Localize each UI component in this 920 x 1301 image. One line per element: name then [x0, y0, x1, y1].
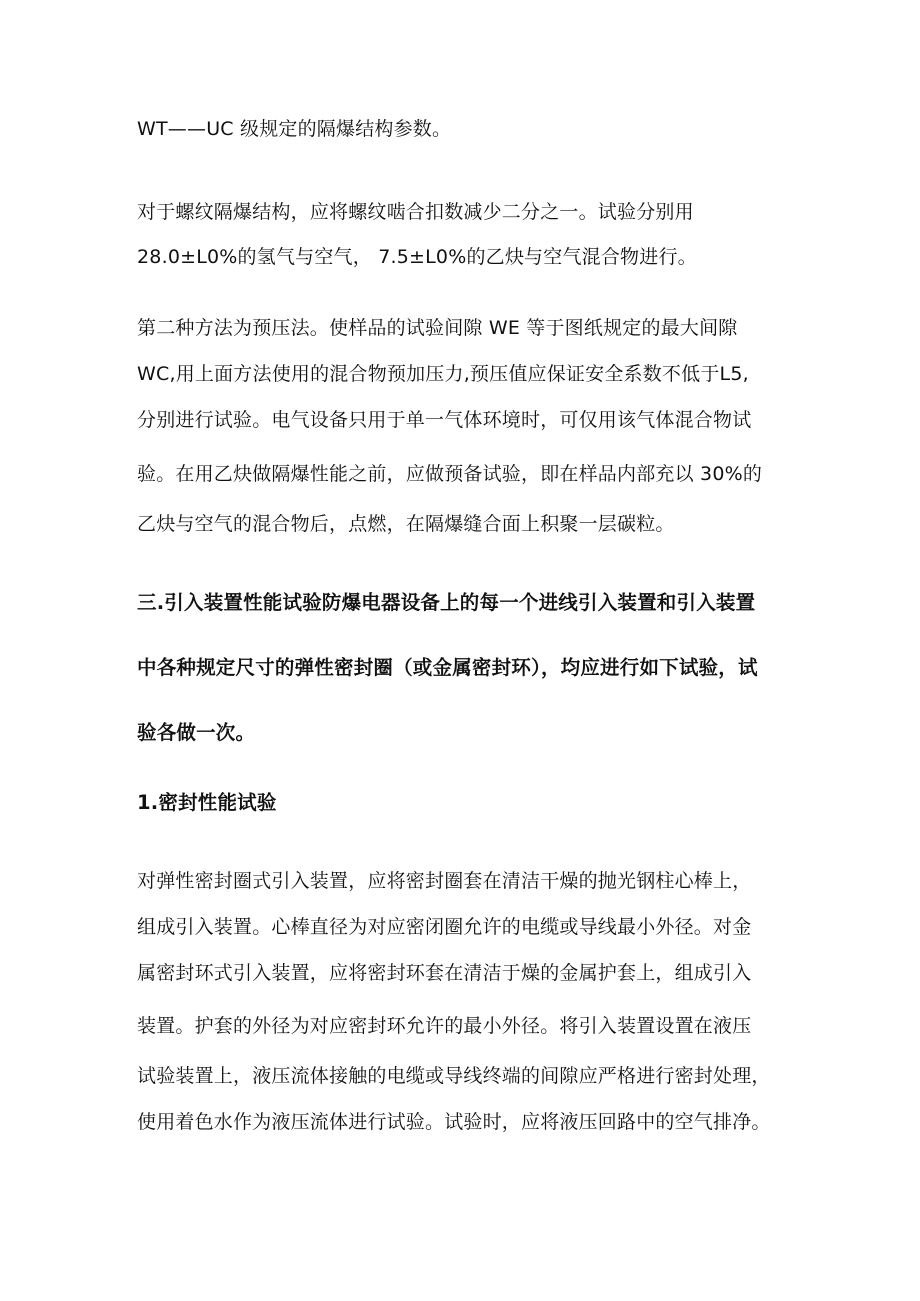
text-line: 对弹性密封圈式引入装置，应将密封圈套在清洁干燥的抛光钢柱心棒上，: [137, 870, 752, 892]
text-line: 组成引入装置。心棒直径为对应密闭圈允许的电缆或导线最小外径。对金: [137, 916, 752, 938]
text-line: 分别进行试验。电气设备只用于单一气体环境时，可仅用该气体混合物试: [137, 409, 752, 431]
section-heading-line: 验各做一次。: [137, 721, 256, 744]
section-heading-line: 三.引入装置性能试验防爆电器设备上的每一个进线引入装置和引入装置: [137, 591, 756, 614]
text-line: WT——UC 级规定的隔爆结构参数。: [137, 118, 452, 140]
text-line: 装置。护套的外径为对应密封环允许的最小外径。将引入装置设置在液压: [137, 1015, 752, 1037]
section-heading-line: 中各种规定尺寸的弹性密封圈（或金属密封环），均应进行如下试验，试: [137, 656, 758, 679]
text-line: 使用着色水作为液压流体进行试验。试验时，应将液压回路中的空气排净。: [137, 1111, 771, 1133]
text-line: WC,用上面方法使用的混合物预加压力,预压值应保证安全系数不低于L5,: [137, 363, 749, 385]
text-line: 28.0±L0%的氢气与空气， 7.5±L0%的乙炔与空气混合物进行。: [137, 246, 697, 268]
text-line: 验。在用乙炔做隔爆性能之前，应做预备试验，即在样品内部充以 30%的: [137, 463, 763, 485]
text-line: 属密封环式引入装置，应将密封环套在清洁于燥的金属护套上，组成引入: [137, 962, 752, 984]
text-line: 第二种方法为预压法。使样品的试验间隙 WE 等于图纸规定的最大间隙: [137, 317, 738, 339]
subsection-heading: 1.密封性能试验: [137, 791, 277, 814]
text-line: 试验装置上，液压流体接触的电缆或导线终端的间隙应严格进行密封处理，: [137, 1065, 771, 1087]
text-line: 乙炔与空气的混合物后，点燃，在隔爆缝合面上积聚一层碳粒。: [137, 513, 675, 535]
text-line: 对于螺纹隔爆结构，应将螺纹啮合扣数减少二分之一。试验分别用: [137, 201, 694, 223]
